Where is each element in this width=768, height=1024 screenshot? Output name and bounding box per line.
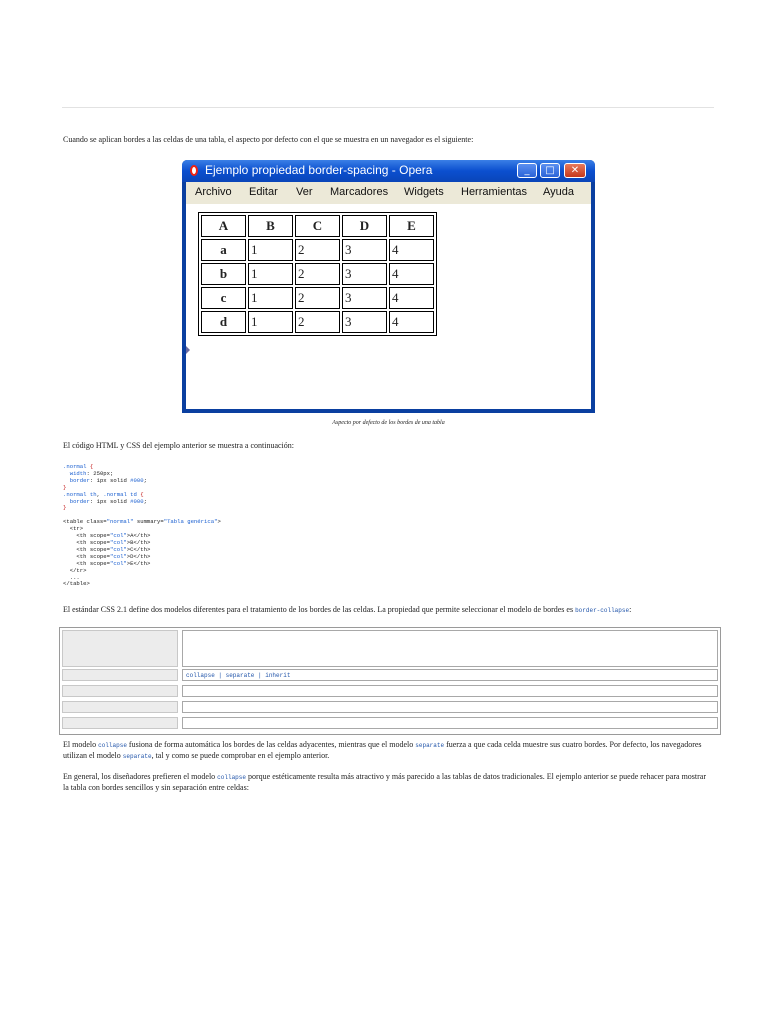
header-cell: B (248, 215, 293, 237)
text-span: En general, los diseñadores prefieren el modelo (63, 772, 216, 781)
minimize-button[interactable]: _ (517, 163, 537, 178)
table-cell: 1 (248, 287, 293, 309)
inline-code: collapse (217, 774, 246, 781)
window-title: Ejemplo propiedad border-spacing - Opera (205, 163, 433, 177)
table-cell: 3 (342, 311, 387, 333)
text-span: fusiona de forma automática los bordes de las celdas adyacentes, mientras que el modelo (128, 740, 414, 749)
text-span: , tal y como se puede comprobar en el ejemplo anterior. (151, 751, 330, 760)
table-cell: 2 (295, 311, 340, 333)
figure-caption: Aspecto por defecto de los bordes de una tabla (332, 420, 445, 426)
header-cell: A (201, 215, 246, 237)
table-cell: 3 (342, 263, 387, 285)
table-row (201, 287, 434, 309)
standard-code: border-collapse (575, 607, 630, 614)
text-span: El modelo (63, 740, 97, 749)
text-span: porque estéticamente resulta más atractivo y más parecido a las tablas de datos tradicionales. El ejemplo anterior se puede rehacer para mostrar la tabla con bordes sencillos y sin separación entre celdas: (63, 772, 707, 792)
window-titlebar (182, 160, 595, 182)
table-cell: 4 (389, 239, 434, 261)
table-row (201, 311, 434, 333)
inline-code: separate (122, 753, 152, 760)
row-header-cell: c (201, 287, 246, 309)
table-cell: 4 (389, 311, 434, 333)
standard-paragraph: El estándar CSS 2.1 define dos modelos diferentes para el tratamiento de los bordes de las celdas. La propiedad que permite seleccionar el modelo de bordes es border-collapse: (63, 605, 632, 614)
top-divider (62, 107, 714, 108)
menu-archivo[interactable]: Archivo (195, 186, 232, 198)
table-cell: 2 (295, 239, 340, 261)
property-value-cell (182, 717, 718, 729)
side-arrow-icon (186, 346, 190, 354)
menu-bar (186, 182, 591, 204)
code-block: .normal { width: 250px; border: 1px solid #000; } .normal th, .normal td { border: 1px solid #000; } <table class="normal" summary="Tabla genérica"> <tr> <th scope="col">A</th> <th scope="col">B</th> <th scope="col">C</th> <th scope="col">D</th> <th scope="col">E</th> </tr> ... </table> (63, 463, 221, 588)
property-value-cell (182, 701, 718, 713)
menu-ver[interactable]: Ver (296, 186, 313, 198)
property-label-cell (62, 630, 178, 667)
property-row (62, 685, 718, 697)
opera-window (182, 160, 595, 413)
table-row (201, 263, 434, 285)
property-label-cell (62, 717, 178, 729)
header-cell: C (295, 215, 340, 237)
property-value-cell (182, 630, 718, 667)
inline-code: collapse (98, 742, 127, 749)
text-span: fuerza a que cada celda muestre sus cuatro bordes. Por defecto, los navegadores utilizan el modelo (63, 740, 702, 760)
row-header-cell: d (201, 311, 246, 333)
row-header-cell: a (201, 239, 246, 261)
model-paragraph (63, 740, 713, 762)
table-cell: 3 (342, 287, 387, 309)
table-cell: 1 (248, 263, 293, 285)
page-viewport (186, 204, 591, 409)
row-header-cell: b (201, 263, 246, 285)
property-row (62, 630, 718, 667)
table-cell: 1 (248, 239, 293, 261)
intro-paragraph: Cuando se aplican bordes a las celdas de una tabla, el aspecto por defecto con el que se muestra en un navegador es el siguiente: (63, 135, 474, 144)
close-button[interactable]: ✕ (564, 163, 586, 178)
menu-herramientas[interactable]: Herramientas (461, 186, 528, 198)
inline-code: separate (415, 742, 445, 749)
table-cell: 3 (342, 239, 387, 261)
opera-logo-icon (190, 165, 198, 176)
property-label-cell (62, 669, 178, 681)
values-code: collapse | separate | inherit (186, 672, 291, 679)
header-cell: D (342, 215, 387, 237)
table-cell: 4 (389, 263, 434, 285)
code-intro-paragraph: El código HTML y CSS del ejemplo anterior se muestra a continuación: (63, 441, 294, 450)
table-cell: 2 (295, 263, 340, 285)
property-value-cell (182, 669, 718, 681)
property-value-cell (182, 685, 718, 697)
property-row (62, 669, 718, 681)
table-row (201, 239, 434, 261)
general-paragraph (63, 772, 713, 793)
maximize-button[interactable]: □ (540, 163, 560, 178)
property-row (62, 717, 718, 729)
table-cell: 2 (295, 287, 340, 309)
menu-widgets[interactable]: Widgets (404, 186, 444, 198)
menu-ayuda[interactable]: Ayuda (543, 186, 574, 198)
menu-editar[interactable]: Editar (249, 186, 278, 198)
menu-marcadores[interactable]: Marcadores (330, 186, 389, 198)
table-header-row (201, 215, 434, 237)
property-label-cell (62, 685, 178, 697)
table-cell: 1 (248, 311, 293, 333)
property-table (59, 627, 721, 735)
property-row (62, 701, 718, 713)
example-table (198, 212, 437, 336)
header-cell: E (389, 215, 434, 237)
property-label-cell (62, 701, 178, 713)
standard-text: El estándar CSS 2.1 define dos modelos diferentes para el tratamiento de los bordes de las celdas. La propiedad que permite seleccionar el modelo de bordes es (63, 605, 574, 614)
table-cell: 4 (389, 287, 434, 309)
